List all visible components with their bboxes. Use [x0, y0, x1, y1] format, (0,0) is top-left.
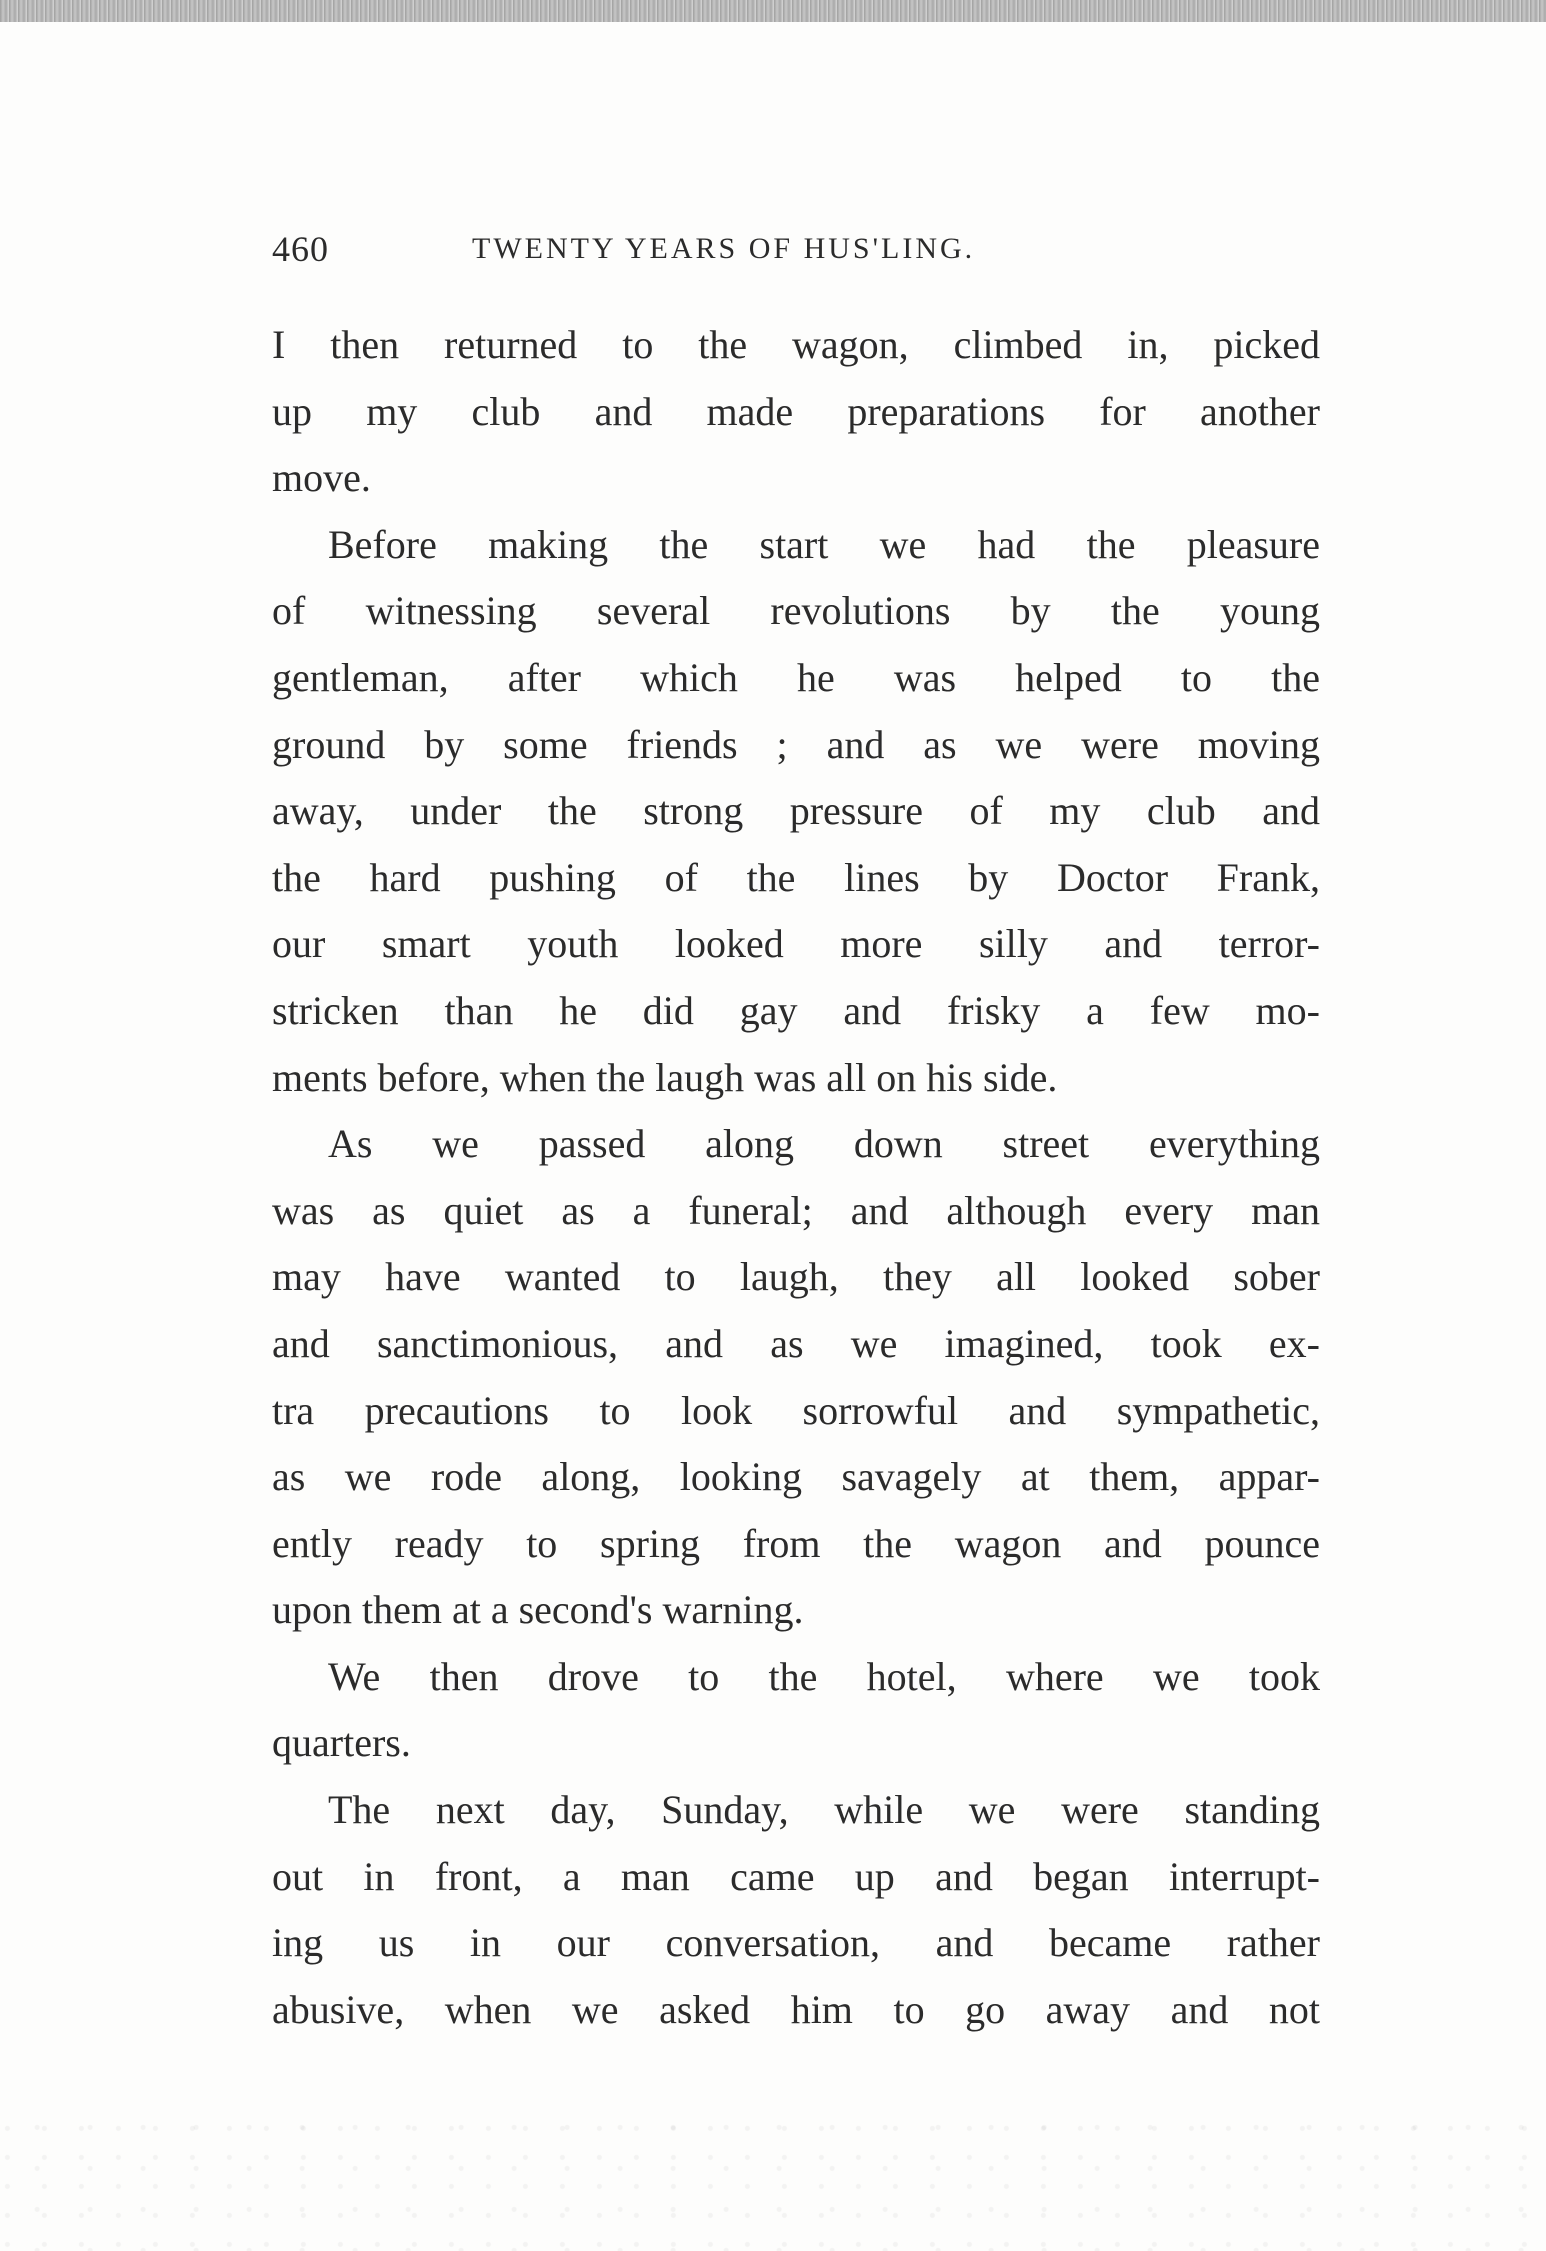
text-line: up my club and made preparations for another — [272, 388, 1320, 434]
text-line: We then drove to the hotel, where we took — [328, 1653, 1320, 1699]
body-text — [272, 312, 1320, 2043]
text-line: upon them at a second's warning. — [272, 1587, 804, 1633]
text-line: as we rode along, looking savagely at them, appar- — [272, 1454, 1320, 1500]
text-line: abusive, when we asked him to go away and not — [272, 1986, 1320, 2032]
text-line: was as quiet as a funeral; and although every man — [272, 1187, 1320, 1233]
text-line: The next day, Sunday, while we were standing — [328, 1787, 1320, 1833]
text-line: ing us in our conversation, and became rather — [272, 1920, 1320, 1966]
text-line: out in front, a man came up and began interrupt- — [272, 1853, 1320, 1899]
scan-edge — [0, 0, 1546, 22]
text-line: of witnessing several revolutions by the young — [272, 588, 1320, 634]
text-line: away, under the strong pressure of my club and — [272, 788, 1320, 834]
page-header — [272, 228, 1332, 278]
text-line: Before making the start we had the pleasure — [328, 521, 1320, 567]
text-line: quarters. — [272, 1720, 411, 1766]
text-line: I then returned to the wagon, climbed in, picked — [272, 322, 1320, 367]
text-line: the hard pushing of the lines by Doctor Frank, — [272, 854, 1320, 900]
text-line: ground by some friends ; and as we were moving — [272, 721, 1320, 767]
text-line: may have wanted to laugh, they all looked sober — [272, 1254, 1320, 1300]
text-line: move. — [272, 455, 371, 501]
text-line: and sanctimonious, and as we imagined, took ex- — [272, 1320, 1320, 1366]
running-head: TWENTY YEARS OF HUS'LING. — [472, 232, 976, 265]
text-line: ently ready to spring from the wagon and pounce — [272, 1520, 1320, 1566]
text-line: our smart youth looked more silly and terror- — [272, 921, 1320, 967]
text-line: ments before, when the laugh was all on his side. — [272, 1054, 1058, 1100]
text-line: stricken than he did gay and frisky a few mo- — [272, 987, 1320, 1033]
page-number: 460 — [272, 229, 329, 269]
paper-speckle — [0, 2111, 1546, 2251]
text-line: gentleman, after which he was helped to the — [272, 654, 1320, 700]
text-line: tra precautions to look sorrowful and sympathetic, — [272, 1387, 1320, 1433]
text-line: As we passed along down street everything — [328, 1121, 1320, 1167]
